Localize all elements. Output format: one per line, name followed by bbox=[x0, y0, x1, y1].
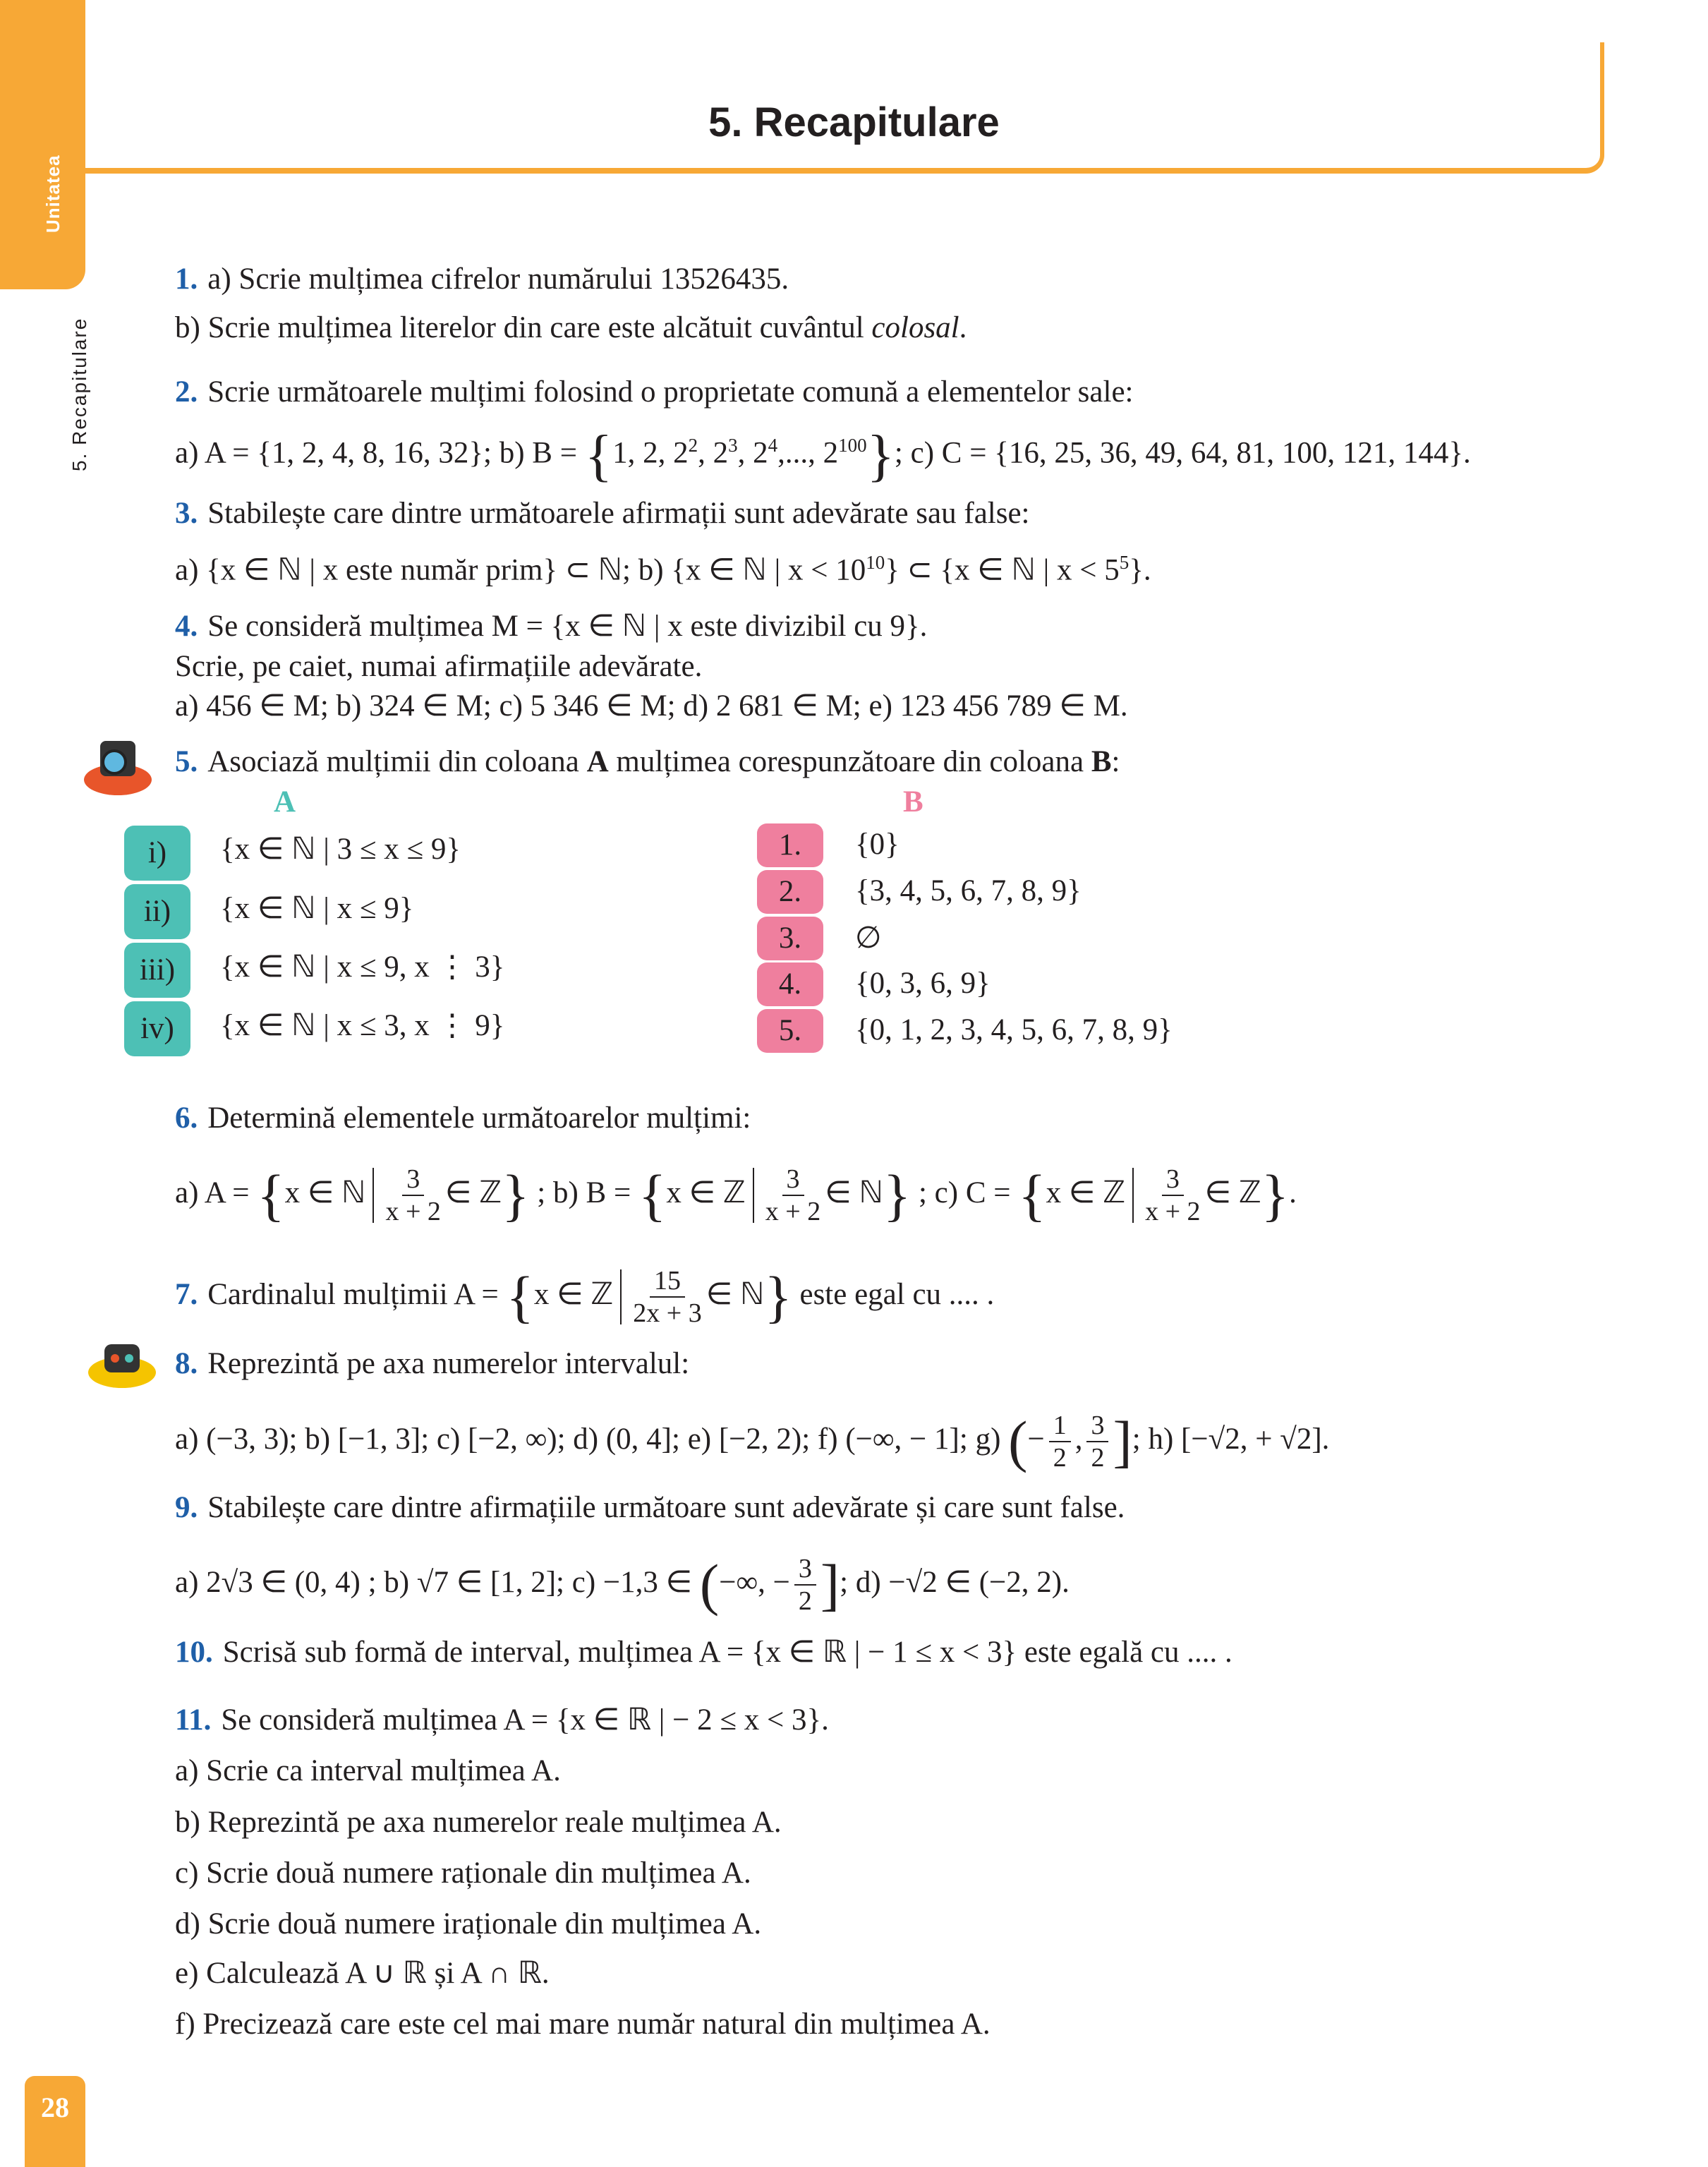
text: a) 2√3 ∈ (0, 4) ; b) √7 ∈ [1, 2]; c) −1,3 ∈ bbox=[175, 1565, 700, 1599]
brace: } bbox=[866, 423, 895, 488]
exp: 3 bbox=[728, 435, 738, 456]
exercise-6-sets bbox=[175, 1164, 1297, 1227]
text: } ⊂ {x ∈ ℕ | x < 5 bbox=[885, 553, 1120, 587]
brace: } bbox=[502, 1163, 530, 1227]
text: b) Scrie mulțimea literelor din care este alcătuit cuvântul bbox=[175, 311, 872, 344]
numerator: 3 bbox=[794, 1553, 816, 1586]
page-number: 28 bbox=[25, 2076, 85, 2167]
text: . bbox=[1289, 1176, 1297, 1209]
text: Stabilește care dintre afirmațiile următoare sunt adevărate și care sunt false. bbox=[207, 1491, 1125, 1524]
text: , 2 bbox=[698, 436, 729, 470]
brace: } bbox=[883, 1163, 911, 1227]
text: a) Scrie mulțimea cifrelor numărului 13526435. bbox=[207, 262, 789, 296]
numerator: 3 bbox=[1162, 1164, 1184, 1196]
exercise-6 bbox=[175, 1100, 751, 1137]
fraction bbox=[794, 1553, 816, 1617]
exercise-8 bbox=[175, 1346, 689, 1382]
exercise-11d: d) Scrie două numere iraționale din mulțimea A. bbox=[175, 1907, 762, 1940]
fraction bbox=[1086, 1410, 1108, 1473]
exercise-4-items: a) 456 ∈ M; b) 324 ∈ M; c) 5 346 ∈ M; d) 2 681 ∈ M; e) 123 456 789 ∈ M. bbox=[175, 689, 1128, 723]
column-b-set: {0, 1, 2, 3, 4, 5, 6, 7, 8, 9} bbox=[855, 1013, 1173, 1046]
exercise-2 bbox=[175, 374, 1134, 411]
exercise-7 bbox=[175, 1265, 994, 1329]
exercise-3-items bbox=[175, 544, 1151, 588]
exercise-3 bbox=[175, 495, 1030, 532]
unit-roman: II bbox=[41, 80, 76, 131]
text: a) {x ∈ ℕ | x este număr prim} ⊂ ℕ; b) {x ∈ ℕ | x < 10 bbox=[175, 553, 866, 587]
column-b-tag: 1. bbox=[757, 823, 823, 867]
exercise-number: 11. bbox=[175, 1703, 212, 1737]
text: ,..., 2 bbox=[777, 436, 839, 470]
brace: } bbox=[1261, 1163, 1290, 1227]
column-a-header: A bbox=[274, 785, 296, 819]
numerator: 1 bbox=[1049, 1410, 1071, 1442]
exp: 2 bbox=[688, 435, 698, 456]
numerator: 3 bbox=[782, 1164, 804, 1196]
exercise-number: 1. bbox=[175, 262, 198, 296]
text: Se consideră mulțimea A = {x ∈ ℝ | − 2 ≤ x < 3}. bbox=[221, 1703, 829, 1737]
numerator: 15 bbox=[650, 1265, 685, 1298]
column-a-tag: iii) bbox=[124, 943, 190, 998]
numerator: 3 bbox=[402, 1164, 424, 1196]
separator bbox=[753, 1168, 754, 1223]
separator bbox=[620, 1269, 622, 1324]
column-b-set: ∅ bbox=[855, 922, 882, 955]
fraction bbox=[1145, 1164, 1200, 1227]
exercise-number: 7. bbox=[175, 1277, 198, 1311]
column-a-set: {x ∈ ℕ | x ≤ 3, x ⋮ 9} bbox=[220, 1009, 505, 1042]
exercise-number: 2. bbox=[175, 375, 198, 409]
text: ; h) [−√2, + √2]. bbox=[1132, 1422, 1330, 1456]
column-b-tag: 2. bbox=[757, 870, 823, 914]
bracket: ] bbox=[820, 1552, 840, 1617]
denominator: x + 2 bbox=[765, 1197, 821, 1226]
text: , 2 bbox=[737, 436, 768, 470]
text: Determină elementele următoarelor mulțimi: bbox=[207, 1101, 751, 1135]
text: ; c) C = {16, 25, 36, 49, 64, 81, 100, 121, 144}. bbox=[894, 436, 1471, 470]
text: A bbox=[586, 745, 609, 778]
column-b-set: {0, 3, 6, 9} bbox=[855, 967, 991, 1000]
section-label: 5. Recapitulare bbox=[68, 317, 90, 471]
exercise-5 bbox=[175, 744, 1120, 780]
unit-label: Unitatea bbox=[42, 155, 63, 233]
text: : bbox=[1111, 745, 1120, 778]
text: a) (−3, 3); b) [−1, 3]; c) [−2, ∞); d) (0, 4]; e) [−2, 2); f) (−∞, − 1]; g) bbox=[175, 1422, 1009, 1456]
column-a-tag: ii) bbox=[124, 884, 190, 939]
exercise-number: 10. bbox=[175, 1636, 213, 1669]
column-b-tag: 3. bbox=[757, 917, 823, 960]
text: Reprezintă pe axa numerelor intervalul: bbox=[207, 1347, 690, 1380]
separator bbox=[1132, 1168, 1134, 1223]
column-a-tag: iv) bbox=[124, 1001, 190, 1056]
gamepad-icon bbox=[83, 1330, 161, 1394]
exercise-4 bbox=[175, 608, 927, 645]
brace: { bbox=[584, 423, 613, 488]
text: B bbox=[1091, 745, 1112, 778]
text: ∈ ℕ bbox=[825, 1176, 883, 1209]
fraction bbox=[633, 1265, 701, 1329]
text: Stabilește care dintre următoarele afirmații sunt adevărate sau false: bbox=[207, 497, 1030, 530]
text: Se consideră mulțimea M = {x ∈ ℕ | x este divizibil cu 9}. bbox=[207, 610, 928, 643]
camera-icon bbox=[79, 730, 157, 797]
text: 1, 2, 2 bbox=[612, 436, 689, 470]
exp: 10 bbox=[866, 552, 885, 573]
text: colosal bbox=[871, 311, 959, 344]
exercise-1a bbox=[175, 261, 789, 298]
brace: { bbox=[506, 1264, 534, 1329]
denominator: 2 bbox=[798, 1586, 812, 1616]
text: }. bbox=[1129, 553, 1151, 587]
text: . bbox=[959, 311, 967, 344]
text: Cardinalul mulțimii A = bbox=[207, 1277, 499, 1311]
separator bbox=[373, 1168, 374, 1223]
exercise-number: 8. bbox=[175, 1347, 198, 1380]
exercise-11 bbox=[175, 1702, 829, 1739]
column-b-tag: 4. bbox=[757, 962, 823, 1006]
column-a-set: {x ∈ ℕ | 3 ≤ x ≤ 9} bbox=[220, 833, 461, 866]
column-a-set: {x ∈ ℕ | x ≤ 9, x ⋮ 3} bbox=[220, 950, 505, 984]
text: −∞, − bbox=[719, 1565, 790, 1599]
exercise-11c: c) Scrie două numere raționale din mulțimea A. bbox=[175, 1857, 751, 1890]
denominator: 2 bbox=[1091, 1443, 1105, 1473]
numerator: 3 bbox=[1086, 1410, 1108, 1442]
exercise-number: 6. bbox=[175, 1101, 198, 1135]
exercise-10 bbox=[175, 1634, 1232, 1671]
text: x ∈ ℕ bbox=[284, 1176, 366, 1209]
text: ; c) C = bbox=[918, 1176, 1011, 1209]
exp: 5 bbox=[1119, 552, 1129, 573]
text: Scrisă sub formă de interval, mulțimea A = {x ∈ ℝ | − 1 ≤ x < 3} este egală cu .... . bbox=[222, 1636, 1232, 1669]
exp: 4 bbox=[768, 435, 778, 456]
text: mulțimea corespunzătoare din coloana bbox=[608, 745, 1091, 778]
denominator: x + 2 bbox=[1145, 1197, 1201, 1226]
exercise-number: 5. bbox=[175, 745, 198, 778]
text: este egal cu .... . bbox=[799, 1277, 995, 1311]
brace: { bbox=[257, 1163, 285, 1227]
text: Scrie următoarele mulțimi folosind o proprietate comună a elementelor sale: bbox=[207, 375, 1134, 409]
exercise-number: 9. bbox=[175, 1491, 198, 1524]
paren: ( bbox=[699, 1552, 720, 1617]
exercise-9-items bbox=[175, 1553, 1070, 1617]
column-b-set: {0} bbox=[855, 828, 900, 861]
exercise-4-line2: Scrie, pe caiet, numai afirmațiile adevărate. bbox=[175, 650, 703, 683]
bracket: ] bbox=[1113, 1409, 1132, 1473]
exercise-11a: a) Scrie ca interval mulțimea A. bbox=[175, 1754, 561, 1787]
exp: 100 bbox=[838, 435, 867, 456]
text: ∈ ℕ bbox=[705, 1277, 765, 1311]
denominator: 2x + 3 bbox=[633, 1298, 702, 1328]
text: ∈ ℤ bbox=[444, 1176, 502, 1209]
column-a-set: {x ∈ ℕ | x ≤ 9} bbox=[220, 892, 414, 925]
text: ∈ ℤ bbox=[1204, 1176, 1261, 1209]
column-b-header: B bbox=[903, 785, 923, 819]
fraction bbox=[765, 1164, 820, 1227]
exercise-11b: b) Reprezintă pe axa numerelor reale mulțimea A. bbox=[175, 1806, 782, 1839]
exercise-11e: e) Calculează A ∪ ℝ și A ∩ ℝ. bbox=[175, 1957, 550, 1990]
text: x ∈ ℤ bbox=[1046, 1176, 1126, 1209]
exercise-2-sets bbox=[175, 423, 1471, 488]
text: ; b) B = bbox=[537, 1176, 631, 1209]
column-a-tag: i) bbox=[124, 826, 190, 881]
paren: ( bbox=[1008, 1409, 1028, 1473]
brace: } bbox=[764, 1264, 792, 1329]
text: a) A = bbox=[175, 1176, 250, 1209]
exercise-11f: f) Precizează care este cel mai mare număr natural din mulțimea A. bbox=[175, 2008, 991, 2041]
fraction bbox=[1049, 1410, 1071, 1473]
exercise-number: 4. bbox=[175, 610, 198, 643]
text: x ∈ ℤ bbox=[666, 1176, 746, 1209]
text: a) A = {1, 2, 4, 8, 16, 32}; b) B = bbox=[175, 436, 585, 470]
denominator: x + 2 bbox=[385, 1197, 441, 1226]
text: x ∈ ℤ bbox=[533, 1277, 614, 1311]
column-b-tag: 5. bbox=[757, 1009, 823, 1053]
exercise-9 bbox=[175, 1490, 1125, 1526]
text: ; d) −√2 ∈ (−2, 2). bbox=[840, 1565, 1070, 1599]
exercise-8-intervals: a) (−3, 3); b) [−1, 3]; c) [−2, ∞); d) (0, 4]; e) [−2, 2); f) (−∞, − 1]; g) (− $\frac{1}{2}$ , $\frac{3}{2}$ ]; h) [−√2, + √2]. bbox=[175, 1409, 1330, 1473]
brace: { bbox=[638, 1163, 667, 1227]
exercise-1b bbox=[175, 310, 967, 346]
brace: { bbox=[1018, 1163, 1046, 1227]
exercise-number: 3. bbox=[175, 497, 198, 530]
column-b-set: {3, 4, 5, 6, 7, 8, 9} bbox=[855, 874, 1082, 907]
text: Asociază mulțimii din coloana bbox=[207, 745, 587, 778]
fraction bbox=[385, 1164, 440, 1227]
denominator: 2 bbox=[1053, 1443, 1067, 1473]
page-title: 5. Recapitulare bbox=[708, 99, 1000, 145]
